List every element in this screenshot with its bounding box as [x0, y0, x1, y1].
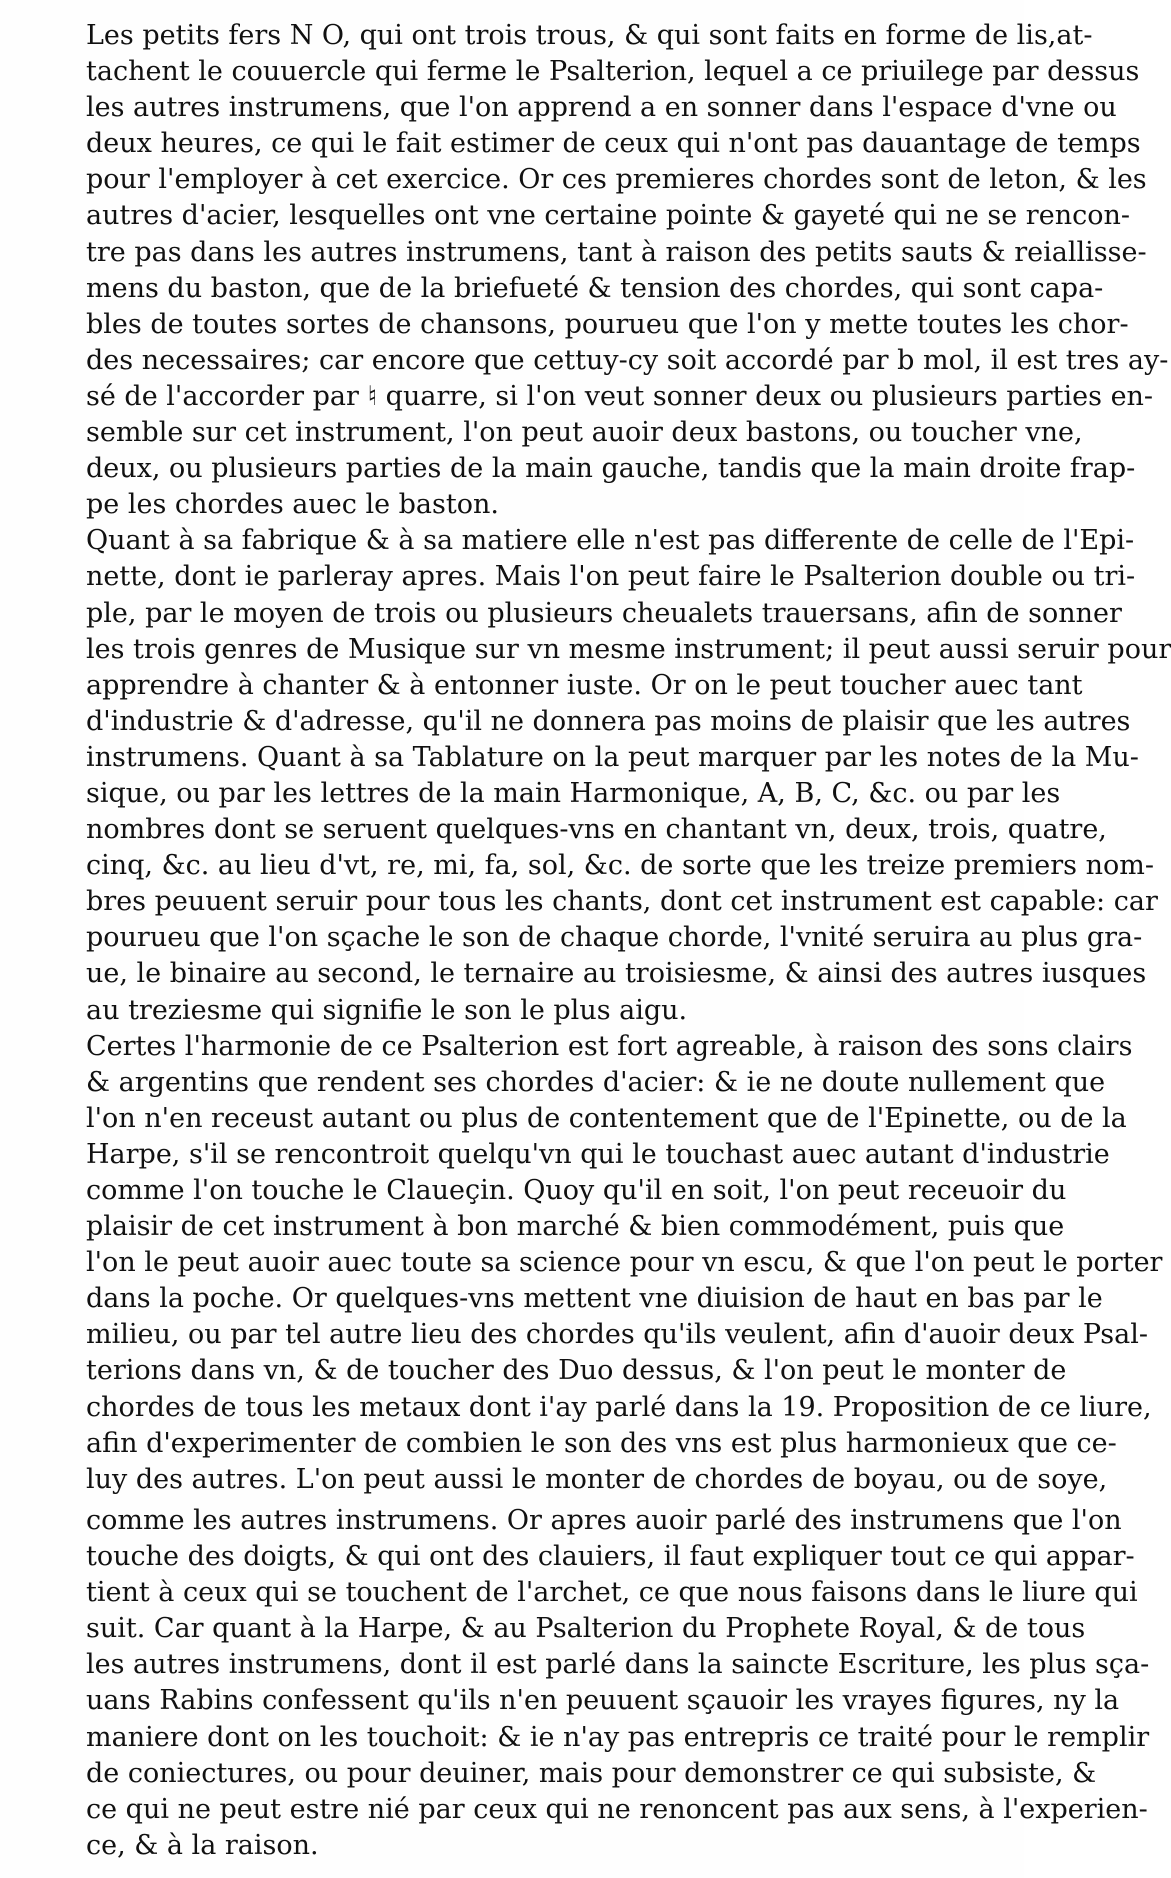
text-line: comme les autres instrumens. Or apres auoir parlé des instrumens que l'on [86, 1505, 1122, 1536]
text-line: maniere dont on les touchoit: & ie n'ay pas entrepris ce traité pour le remplir [86, 1721, 1150, 1753]
text-line: Harpe, s'il se rencontroit quelqu'vn qui le touchast auec autant d'industrie [86, 1138, 1110, 1170]
text-line: uans Rabins confessent qu'ils n'en peuuent sçauoir les vrayes figures, ny la [86, 1685, 1120, 1717]
text-line: terions dans vn, & de toucher des Duo dessus, & l'on peut le monter de [86, 1355, 1067, 1387]
text-line: milieu, ou par tel autre lieu des chordes qu'ils veulent, afin d'auoir deux Psal- [86, 1319, 1148, 1351]
text-line: chordes de tous les metaux dont i'ay parlé dans la 19. Proposition de ce liure, [86, 1391, 1152, 1423]
text-line: bres peuuent seruir pour tous les chants, dont cet instrument est capable: car [86, 886, 1158, 918]
text-line: tient à ceux qui se touchent de l'archet, ce que nous faisons dans le liure qui [86, 1577, 1138, 1609]
text-line: apprendre à chanter & à entonner iuste. Or on le peut toucher auec tant [86, 669, 1083, 701]
text-line: Les petits fers N O, qui ont trois trous, & qui sont faits en forme de lis,at- [86, 20, 1093, 51]
text-line: & argentins que rendent ses chordes d'acier: & ie ne doute nullement que [86, 1066, 1106, 1098]
text-line: plaisir de cet instrument à bon marché & bien commodément, puis que [86, 1211, 1065, 1243]
text-line: sique, ou par les lettres de la main Harmonique, A, B, C, &c. ou par les [86, 777, 1061, 809]
text-line: luy des autres. L'on peut aussi le monter de chordes de boyau, ou de soye, [86, 1463, 1108, 1495]
text-line: deux, ou plusieurs parties de la main gauche, tandis que la main droite frap- [86, 453, 1136, 485]
text-line: les autres instrumens, dont il est parlé dans la saincte Escriture, les plus sça- [86, 1649, 1150, 1681]
text-line: des necessaires; car encore que cettuy-cy soit accordé par b mol, il est tres ay- [86, 344, 1169, 376]
paragraph-end-line: ce, & à la raison. [86, 1829, 319, 1861]
main-text-block [86, 18, 1171, 1498]
text-line: Certes l'harmonie de ce Psalterion est fort agreable, à raison des sons clairs [86, 1030, 1133, 1062]
text-line: Quant à sa fabrique & à sa matiere elle n'est pas differente de celle de l'Epi- [86, 525, 1135, 557]
text-line: nette, dont ie parleray apres. Mais l'on peut faire le Psalterion double ou tri- [86, 561, 1136, 593]
text-line: mens du baston, que de la briefueté & tension des chordes, qui sont capa- [86, 272, 1104, 304]
text-line: pourueu que l'on sçache le son de chaque chorde, l'vnité seruira au plus gra- [86, 922, 1143, 954]
text-line: les autres instrumens, que l'on apprend a en sonner dans l'espace d'vne ou [86, 92, 1117, 124]
paragraph-end-line: pe les chordes auec le baston. [86, 489, 499, 521]
text-line: tachent le couuercle qui ferme le Psalterion, lequel a ce priuilege par dessus [86, 56, 1140, 88]
text-line: suit. Car quant à la Harpe, & au Psalterion du Prophete Royal, & de tous [86, 1613, 1086, 1645]
text-line: instrumens. Quant à sa Tablature on la peut marquer par les notes de la Mu- [86, 741, 1139, 773]
text-line: semble sur cet instrument, l'on peut auoir deux bastons, ou toucher vne, [86, 417, 1083, 449]
text-line: deux heures, ce qui le fait estimer de ceux qui n'ont pas dauantage de temps [86, 128, 1141, 160]
text-line: les trois genres de Musique sur vn mesme instrument; il peut aussi seruir pour [86, 633, 1171, 665]
text-line: cinq, &c. au lieu d'vt, re, mi, fa, sol, &c. de sorte que les treize premiers nom- [86, 850, 1154, 882]
text-line: d'industrie & d'adresse, qu'il ne donnera pas moins de plaisir que les autres [86, 705, 1131, 737]
text-line: ue, le binaire au second, le ternaire au troisiesme, & ainsi des autres iusques [86, 958, 1147, 990]
text-line: nombres dont se seruent quelques-vns en chantant vn, deux, trois, quatre, [86, 814, 1107, 846]
text-line: tre pas dans les autres instrumens, tant à raison des petits sauts & reiallisse- [86, 236, 1147, 268]
text-line: pour l'employer à cet exercice. Or ces premieres chordes sont de leton, & les [86, 164, 1147, 196]
paragraph-end-line: au treziesme qui signifie le son le plus aigu. [86, 994, 688, 1026]
text-line: autres d'acier, lesquelles ont vne certaine pointe & gayeté qui ne se rencon- [86, 200, 1130, 232]
text-line: sé de l'accorder par ♮ quarre, si l'on veut sonner deux ou plusieurs parties en- [86, 380, 1154, 412]
text-line: ce qui ne peut estre nié par ceux qui ne renoncent pas aux sens, à l'experien- [86, 1793, 1148, 1825]
continuation-text-block [86, 1503, 1150, 1864]
text-line: l'on le peut auoir auec toute sa science pour vn escu, & que l'on peut le porter [86, 1247, 1163, 1279]
text-line: comme l'on touche le Claueçin. Quoy qu'il en soit, l'on peut receuoir du [86, 1175, 1067, 1206]
text-line: l'on n'en receust autant ou plus de contentement que de l'Epinette, ou de la [86, 1102, 1127, 1134]
text-line: bles de toutes sortes de chansons, pourueu que l'on y mette toutes les chor- [86, 308, 1129, 340]
text-line: afin d'experimenter de combien le son des vns est plus harmonieux que ce- [86, 1427, 1117, 1459]
text-line: de coniectures, ou pour deuiner, mais pour demonstrer ce qui subsiste, & [86, 1757, 1097, 1789]
text-line: dans la poche. Or quelques-vns mettent vne diuision de haut en bas par le [86, 1283, 1103, 1315]
text-line: ple, par le moyen de trois ou plusieurs cheualets trauersans, afin de sonner [86, 597, 1122, 629]
text-line: touche des doigts, & qui ont des clauiers, il faut expliquer tout ce qui appar- [86, 1541, 1135, 1573]
